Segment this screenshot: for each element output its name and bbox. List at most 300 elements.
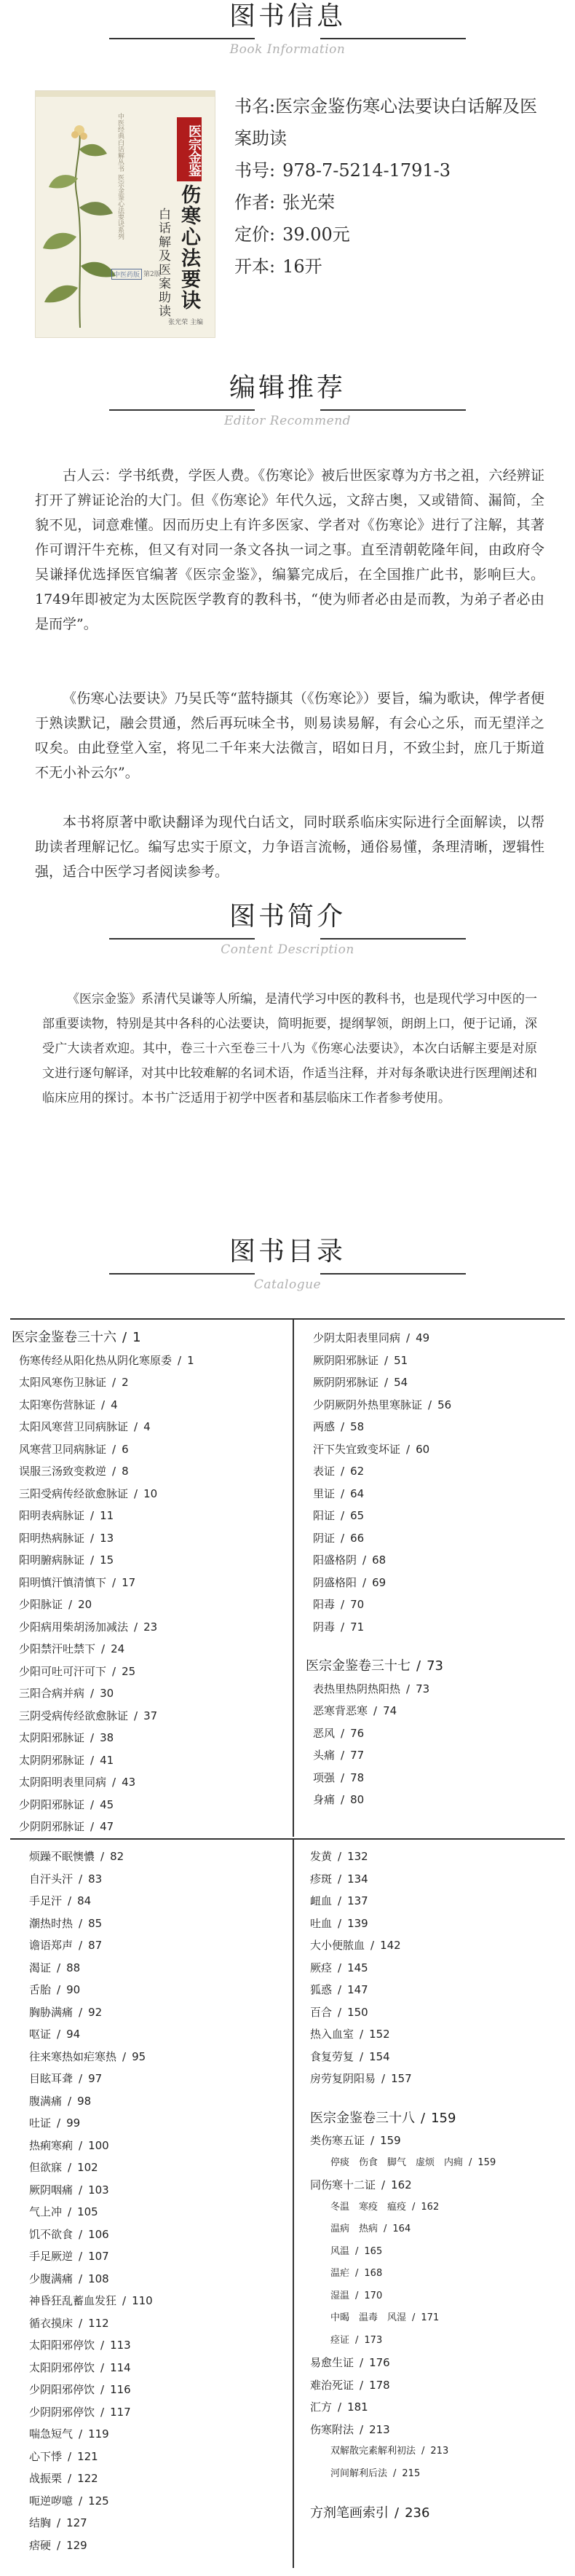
slash-separator: / — [360, 2049, 364, 2063]
toc-entry-page: 73 — [416, 1682, 430, 1695]
slash-separator: / — [68, 2205, 72, 2218]
slash-separator: / — [341, 1620, 345, 1634]
toc-entry-page: 152 — [369, 2028, 390, 2041]
slash-separator: / — [341, 1793, 345, 1806]
toc-entry — [12, 1661, 194, 1683]
toc-entry — [310, 1890, 496, 1913]
slash-separator: / — [100, 2405, 105, 2419]
toc-entry-title: 难治死证 — [310, 2378, 354, 2392]
slash-separator: / — [68, 2094, 72, 2108]
toc-entry — [306, 1572, 451, 1594]
slash-separator: / — [341, 1465, 345, 1478]
editor-paragraph-1: 古人云：学书纸费，学医人费。《伤寒论》被后世医家尊为方书之祖，六经辨证打开了辨证论治的大门。但《伤寒论》年代久远，文辞古奥，又或错简、漏简，全貌不见，词意难懂。因而历史上有许多医家、学者对《伤寒论》进行了注解，其著作可谓汗牛充栋，但又有对同一条文各执一词之事。直至清朝乾隆年间，由政府令吴谦择优选择医官编著《医宗金鉴》，编纂完成后，在全国推广此书，影响巨大。1749年即被定为太医院医学教育的教科书，“使为师者必由是而教，为弟子者必由是而学”。 — [35, 468, 544, 632]
toc-entry-page: 65 — [350, 1509, 365, 1522]
slash-separator: / — [384, 2224, 387, 2234]
toc-entry-title: 三阳受病传经欲愈脉证 — [19, 1486, 129, 1500]
toc-entry-page: 159 — [380, 2134, 401, 2147]
toc-entry — [310, 2352, 496, 2374]
slash-separator: / — [57, 2516, 61, 2529]
slash-separator: / — [338, 1894, 342, 1907]
toc-entry-title: 心下悸 — [29, 2449, 63, 2463]
toc-entry — [306, 1327, 451, 1350]
toc-entry-title: 恶风 — [313, 1726, 336, 1740]
cover-edition: 第2版 — [143, 271, 161, 278]
slash-separator: / — [428, 1398, 432, 1411]
toc-entry — [310, 2419, 496, 2441]
toc-entry-title: 温病 热病 — [330, 2224, 378, 2234]
toc-entry-title: 少阳可吐可汗可下 — [19, 1664, 107, 1678]
slash-separator: / — [112, 1575, 116, 1589]
cover-band — [36, 91, 215, 97]
editor-paragraph-3: 本书将原著中歌诀翻译为现代白话文，同时联系临床实际进行全面解读，以帮助读者理解记忆。编写忠实于原文，力争语言流畅，通俗易懂，条理清晰，逻辑性强，适合中医学习者阅读参考。 — [35, 814, 544, 880]
toc-entry-title: 伤寒附法 — [310, 2422, 354, 2436]
format: 16开 — [282, 256, 322, 277]
toc-entry — [29, 1957, 153, 1980]
toc-entry-page: 85 — [88, 1916, 103, 1930]
slash-separator: / — [338, 1850, 342, 1863]
label: 书名: — [234, 96, 276, 117]
toc-entry-title: 医宗金鉴卷三十八 — [310, 2110, 415, 2126]
slash-separator: / — [421, 2446, 425, 2457]
toc-entry — [12, 1638, 194, 1661]
toc-entry — [310, 1913, 496, 1935]
toc-entry — [310, 1846, 496, 1868]
toc-entry-page: 30 — [100, 1687, 114, 1700]
slash-separator: / — [90, 1731, 95, 1744]
column-divider — [293, 1320, 294, 1837]
book-info — [234, 90, 555, 283]
toc-entry-page: 114 — [110, 2360, 131, 2374]
slash-separator: / — [122, 1330, 127, 1345]
slash-separator: / — [406, 1682, 411, 1695]
toc-entry-title: 潮热时热 — [29, 1916, 74, 1930]
toc-entry-page: 4 — [111, 1398, 118, 1411]
toc-entry — [12, 1438, 194, 1461]
slash-separator: / — [370, 2134, 375, 2147]
toc-entry-page: 139 — [347, 1916, 368, 1930]
toc-entry-page: 132 — [347, 1850, 368, 1863]
toc-entry-page: 45 — [100, 1797, 114, 1811]
section-subtitle: Content Description — [221, 942, 354, 957]
slash-separator: / — [79, 2227, 83, 2241]
toc-entry-title: 阳明热病脉证 — [19, 1531, 85, 1545]
slash-separator: / — [79, 2138, 83, 2152]
toc-entry-page: 154 — [369, 2049, 390, 2063]
info-author — [234, 186, 555, 218]
slash-separator: / — [178, 1353, 182, 1367]
toc-entry-page: 95 — [132, 2049, 146, 2063]
toc-entry — [310, 2463, 496, 2486]
slash-separator: / — [100, 2360, 105, 2374]
toc-entry — [29, 1934, 153, 1957]
slash-separator: / — [416, 1658, 421, 1674]
toc-entry — [12, 1416, 194, 1438]
divider — [320, 409, 466, 411]
toc-entry-page: 97 — [88, 2072, 103, 2085]
toc-entry-title: 少阴阳邪停饮 — [29, 2383, 95, 2396]
slash-separator: / — [79, 1939, 83, 1952]
toc-entry-title: 误服三汤致变救逆 — [19, 1465, 107, 1478]
cover-subtitle: 白话解及医案助读 — [156, 208, 170, 318]
toc-entry-page: 1 — [132, 1330, 141, 1345]
toc-entry-page: 88 — [66, 1961, 81, 1974]
toc-entry — [310, 2068, 496, 2090]
slash-separator: / — [338, 2005, 342, 2019]
toc-entry-title: 太阳寒伤营脉证 — [19, 1398, 96, 1411]
toc-entry-page: 54 — [394, 1376, 408, 1389]
toc-entry-page: 87 — [88, 1939, 103, 1952]
toc-entry-page: 108 — [88, 2272, 109, 2285]
toc-entry-page: 51 — [394, 1353, 408, 1367]
toc-entry — [310, 2152, 496, 2175]
toc-entry — [29, 2379, 153, 2401]
toc-entry — [306, 1483, 451, 1505]
slash-separator: / — [338, 2400, 342, 2414]
toc-entry — [12, 1527, 194, 1550]
section-header-intro — [0, 900, 575, 973]
slash-separator: / — [68, 2161, 72, 2174]
toc-entry-page: 157 — [391, 2072, 412, 2085]
toc-entry-title: 阴盛格阳 — [313, 1575, 357, 1589]
toc-entry — [306, 1744, 451, 1767]
slash-separator: / — [112, 1664, 116, 1678]
slash-separator: / — [381, 2178, 386, 2191]
toc-entry-page: 84 — [77, 1894, 92, 1907]
toc-entry-page: 162 — [391, 2178, 412, 2191]
section-header-editor — [0, 371, 575, 444]
toc-entry — [306, 1616, 451, 1639]
herb-illustration-icon — [40, 120, 120, 331]
slash-separator: / — [57, 1961, 61, 1974]
slash-separator: / — [90, 1531, 95, 1545]
slash-separator: / — [90, 1553, 95, 1567]
toc-entry-title: 风寒营卫同病脉证 — [19, 1442, 107, 1456]
toc-entry-page: 181 — [347, 2400, 368, 2414]
toc-entry-title: 往来寒热如疟寒热 — [29, 2049, 117, 2063]
toc-entry-page: 129 — [66, 2538, 87, 2552]
toc-entry-title: 厥阴阳邪脉证 — [313, 1353, 379, 1367]
toc-entry — [29, 2068, 153, 2090]
toc-entry — [29, 2135, 153, 2157]
toc-entry-page: 119 — [88, 2427, 109, 2441]
info-isbn — [234, 154, 555, 186]
toc-entry-page: 62 — [350, 1465, 365, 1478]
toc-entry-page: 102 — [77, 2161, 98, 2174]
toc-entry — [29, 2312, 153, 2335]
slash-separator: / — [341, 1726, 345, 1740]
toc-entry-title: 医宗金鉴卷三十七 — [306, 1658, 411, 1674]
toc-entry — [12, 1549, 194, 1572]
toc-entry — [310, 2307, 496, 2330]
toc-entry-title: 大小便脓血 — [310, 1939, 365, 1952]
toc-entry-title: 饥不欲食 — [29, 2227, 74, 2241]
section-title: 图书简介 — [229, 902, 346, 931]
toc-volume — [12, 1327, 194, 1350]
toc-entry-title: 头痛 — [313, 1749, 336, 1762]
slash-separator: / — [68, 1598, 73, 1611]
toc-entry-page: 23 — [143, 1620, 158, 1634]
cover-tag: 中医药版 — [111, 269, 142, 280]
toc-entry-page: 137 — [347, 1894, 368, 1907]
toc-entry-title: 恶寒背恶寒 — [313, 1704, 368, 1717]
toc-entry — [29, 2001, 153, 2024]
toc-entry-title: 双解散完素解利初法 — [330, 2446, 416, 2457]
toc-entry-page: 215 — [402, 2467, 421, 2479]
cover-badge: 医宗金鉴 — [177, 117, 202, 181]
toc-entry — [306, 1767, 451, 1789]
section-title: 图书信息 — [229, 1, 346, 31]
toc-entry — [29, 2201, 153, 2224]
toc-entry — [29, 2401, 153, 2424]
slash-separator: / — [341, 1770, 345, 1784]
toc-entry-title: 太阳风寒伤卫脉证 — [19, 1376, 107, 1389]
section-subtitle: Editor Recommend — [223, 414, 352, 428]
toc-entry-page: 165 — [364, 2245, 383, 2257]
slash-separator: / — [134, 1420, 138, 1433]
toc-entry — [306, 1460, 451, 1483]
slash-separator: / — [79, 1872, 83, 1886]
toc-entry-page: 38 — [100, 1731, 114, 1744]
toc-entry-title: 阴证 — [313, 1531, 336, 1545]
info-format — [234, 251, 555, 283]
toc-top-rule — [10, 1318, 565, 1320]
toc-entry-page: 142 — [380, 1939, 401, 1952]
toc-column-left — [12, 1327, 194, 1838]
toc-volume — [310, 2108, 496, 2130]
book-cover — [35, 90, 215, 338]
toc-entry-title: 少阳禁汗吐禁下 — [19, 1642, 96, 1655]
toc-block-2 — [0, 1846, 575, 2567]
toc-entry-title: 太阳风寒营卫同病脉证 — [19, 1420, 129, 1433]
toc-entry-title: 腹满痛 — [29, 2094, 63, 2108]
toc-entry — [12, 1350, 194, 1372]
toc-entry-page: 11 — [100, 1509, 114, 1522]
label: 开本: — [234, 256, 276, 277]
toc-column-right — [310, 1846, 496, 2525]
divider — [320, 938, 466, 940]
toc-entry — [12, 1816, 194, 1838]
toc-entry — [310, 2023, 496, 2046]
toc-entry-page: 112 — [88, 2316, 109, 2330]
section-subtitle: Book Information — [229, 42, 346, 57]
toc-entry-title: 气上冲 — [29, 2205, 63, 2218]
toc-entry-page: 70 — [350, 1598, 365, 1611]
cover-author: 张光荣 主编 — [168, 319, 203, 326]
slash-separator: / — [341, 1598, 345, 1611]
price: 39.00元 — [282, 224, 350, 245]
toc-entry-page: 74 — [383, 1704, 397, 1717]
slash-separator: / — [341, 1749, 345, 1762]
toc-entry — [29, 2179, 153, 2202]
slash-separator: / — [57, 2028, 61, 2041]
toc-entry-title: 少腹满痛 — [29, 2272, 74, 2285]
toc-entry-page: 92 — [88, 2005, 103, 2019]
toc-entry-title: 少阴厥阴外热里寒脉证 — [313, 1398, 423, 1411]
toc-entry-title: 少阴阳邪脉证 — [19, 1797, 85, 1811]
toc-entry-title: 目眩耳聋 — [29, 2072, 74, 2085]
toc-entry-page: 178 — [369, 2378, 390, 2392]
toc-entry-page: 213 — [430, 2446, 449, 2457]
toc-entry-title: 厥阴阴邪脉证 — [313, 1376, 379, 1389]
toc-entry-page: 25 — [122, 1664, 136, 1678]
slash-separator: / — [362, 1553, 367, 1567]
toc-entry-page: 47 — [100, 1820, 114, 1833]
toc-entry — [306, 1549, 451, 1572]
toc-entry — [29, 2467, 153, 2490]
toc-spacer — [310, 2090, 496, 2108]
toc-entry-title: 房劳复阴阳易 — [310, 2072, 376, 2085]
toc-entry-title: 易愈生证 — [310, 2356, 354, 2369]
slash-separator: / — [79, 2427, 83, 2441]
slash-separator: / — [68, 1894, 72, 1907]
toc-entry — [12, 1771, 194, 1794]
toc-entry — [29, 2268, 153, 2291]
toc-entry-page: 159 — [477, 2156, 496, 2168]
slash-separator: / — [394, 2505, 400, 2521]
toc-entry-page: 73 — [427, 1658, 443, 1674]
toc-volume — [306, 1655, 451, 1678]
toc-entry-title: 方剂笔画索引 — [310, 2505, 389, 2521]
toc-entry — [29, 2446, 153, 2468]
toc-entry — [12, 1705, 194, 1728]
toc-entry-title: 战振栗 — [29, 2472, 63, 2485]
slash-separator: / — [68, 2472, 72, 2485]
section-subtitle: Catalogue — [253, 1277, 322, 1292]
label: 书号: — [234, 160, 276, 181]
toc-entry — [29, 2156, 153, 2179]
toc-entry-page: 117 — [110, 2405, 131, 2419]
toc-entry-page: 134 — [347, 1872, 368, 1886]
toc-entry — [12, 1616, 194, 1639]
toc-entry-title: 结胸 — [29, 2516, 52, 2529]
toc-entry-page: 113 — [110, 2339, 131, 2352]
slash-separator: / — [134, 1709, 138, 1722]
toc-entry-page: 56 — [437, 1398, 452, 1411]
toc-entry-page: 107 — [88, 2250, 109, 2263]
toc-entry — [310, 2241, 496, 2264]
slash-separator: / — [90, 1509, 95, 1522]
toc-entry-title: 食复劳复 — [310, 2049, 354, 2063]
toc-entry-page: 37 — [143, 1709, 158, 1722]
slash-separator: / — [90, 1820, 95, 1833]
slash-separator: / — [406, 1331, 411, 1344]
slash-separator: / — [68, 2449, 72, 2463]
toc-entry — [29, 2090, 153, 2113]
toc-entry-title: 少阴阴邪脉证 — [19, 1820, 85, 1833]
toc-entry — [310, 2330, 496, 2352]
slash-separator: / — [381, 2072, 386, 2085]
toc-entry-title: 太阳阴邪停饮 — [29, 2360, 95, 2374]
toc-entry-page: 125 — [88, 2494, 109, 2508]
info-price — [234, 218, 555, 251]
section-title: 图书目录 — [229, 1237, 346, 1267]
toc-entry-title: 自汗头汗 — [29, 1872, 74, 1886]
slash-separator: / — [393, 2467, 397, 2479]
isbn: 978-7-5214-1791-3 — [282, 160, 451, 181]
toc-entry — [306, 1371, 451, 1394]
toc-entry-page: 147 — [347, 1983, 368, 1996]
slash-separator: / — [112, 1442, 116, 1456]
toc-entry — [29, 2534, 153, 2557]
toc-entry-title: 太阳阳邪停饮 — [29, 2339, 95, 2352]
slash-separator: / — [134, 1620, 138, 1634]
toc-entry-title: 汗下失宜致变坏证 — [313, 1442, 401, 1456]
slash-separator: / — [79, 2494, 83, 2508]
toc-entry-page: 121 — [77, 2449, 98, 2463]
slash-separator: / — [57, 1983, 61, 1996]
divider — [109, 409, 255, 411]
toc-entry-page: 58 — [350, 1420, 365, 1433]
toc-entry — [29, 2023, 153, 2046]
toc-entry-page: 145 — [347, 1961, 368, 1974]
toc-volume — [310, 2502, 496, 2525]
toc-entry-page: 213 — [369, 2422, 390, 2436]
toc-entry-page: 20 — [78, 1598, 92, 1611]
toc-entry-page: 168 — [364, 2268, 383, 2279]
toc-entry-page: 105 — [77, 2205, 98, 2218]
toc-entry-title: 阳明表病脉证 — [19, 1509, 85, 1522]
slash-separator: / — [355, 2245, 359, 2257]
toc-entry-title: 停痰 伤食 脚气 虚烦 内痈 — [330, 2156, 464, 2168]
toc-entry — [310, 2285, 496, 2308]
toc-entry-page: 103 — [88, 2183, 109, 2197]
slash-separator: / — [134, 1486, 138, 1500]
divider — [320, 38, 466, 39]
slash-separator: / — [341, 1531, 345, 1545]
toc-entry-page: 170 — [364, 2290, 383, 2301]
slash-separator: / — [90, 1797, 95, 1811]
slash-separator: / — [90, 1753, 95, 1767]
toc-entry-title: 手足汗 — [29, 1894, 63, 1907]
slash-separator: / — [341, 1486, 345, 1500]
toc-entry-page: 94 — [66, 2028, 81, 2041]
toc-entry-title: 阴毒 — [313, 1620, 336, 1634]
slash-separator: / — [79, 2272, 83, 2285]
toc-entry-page: 2 — [122, 1376, 129, 1389]
slash-separator: / — [57, 2538, 61, 2552]
toc-entry-title: 冬温 寒疫 瘟疫 — [330, 2201, 407, 2213]
toc-entry-title: 阳证 — [313, 1509, 336, 1522]
toc-entry — [306, 1789, 451, 1811]
slash-separator: / — [341, 1420, 345, 1433]
toc-spacer — [306, 1638, 451, 1655]
toc-entry-title: 类伤寒五证 — [310, 2134, 365, 2147]
slash-separator: / — [100, 2339, 105, 2352]
toc-entry-page: 164 — [392, 2224, 411, 2234]
toc-entry — [12, 1483, 194, 1505]
toc-entry — [12, 1794, 194, 1816]
slash-separator: / — [122, 2049, 127, 2063]
divider — [320, 1273, 466, 1275]
toc-entry-page: 150 — [347, 2005, 368, 2019]
toc-spacer — [310, 2485, 496, 2502]
toc-entry — [310, 2001, 496, 2024]
toc-entry-title: 热痢寒痢 — [29, 2138, 74, 2152]
toc-entry-page: 64 — [350, 1486, 365, 1500]
toc-entry-title: 风温 — [330, 2245, 350, 2257]
toc-entry-title: 阳毒 — [313, 1598, 336, 1611]
toc-entry-page: 43 — [122, 1776, 136, 1789]
toc-entry-title: 医宗金鉴卷三十六 — [12, 1330, 116, 1345]
toc-entry-title: 热入血室 — [310, 2028, 354, 2041]
toc-entry — [29, 2245, 153, 2268]
toc-entry — [29, 2512, 153, 2534]
toc-entry — [310, 2263, 496, 2285]
toc-block-1 — [0, 1327, 575, 1837]
toc-entry-page: 173 — [364, 2334, 383, 2346]
toc-entry-title: 厥阴咽痛 — [29, 2183, 74, 2197]
toc-entry-page: 110 — [132, 2294, 153, 2307]
